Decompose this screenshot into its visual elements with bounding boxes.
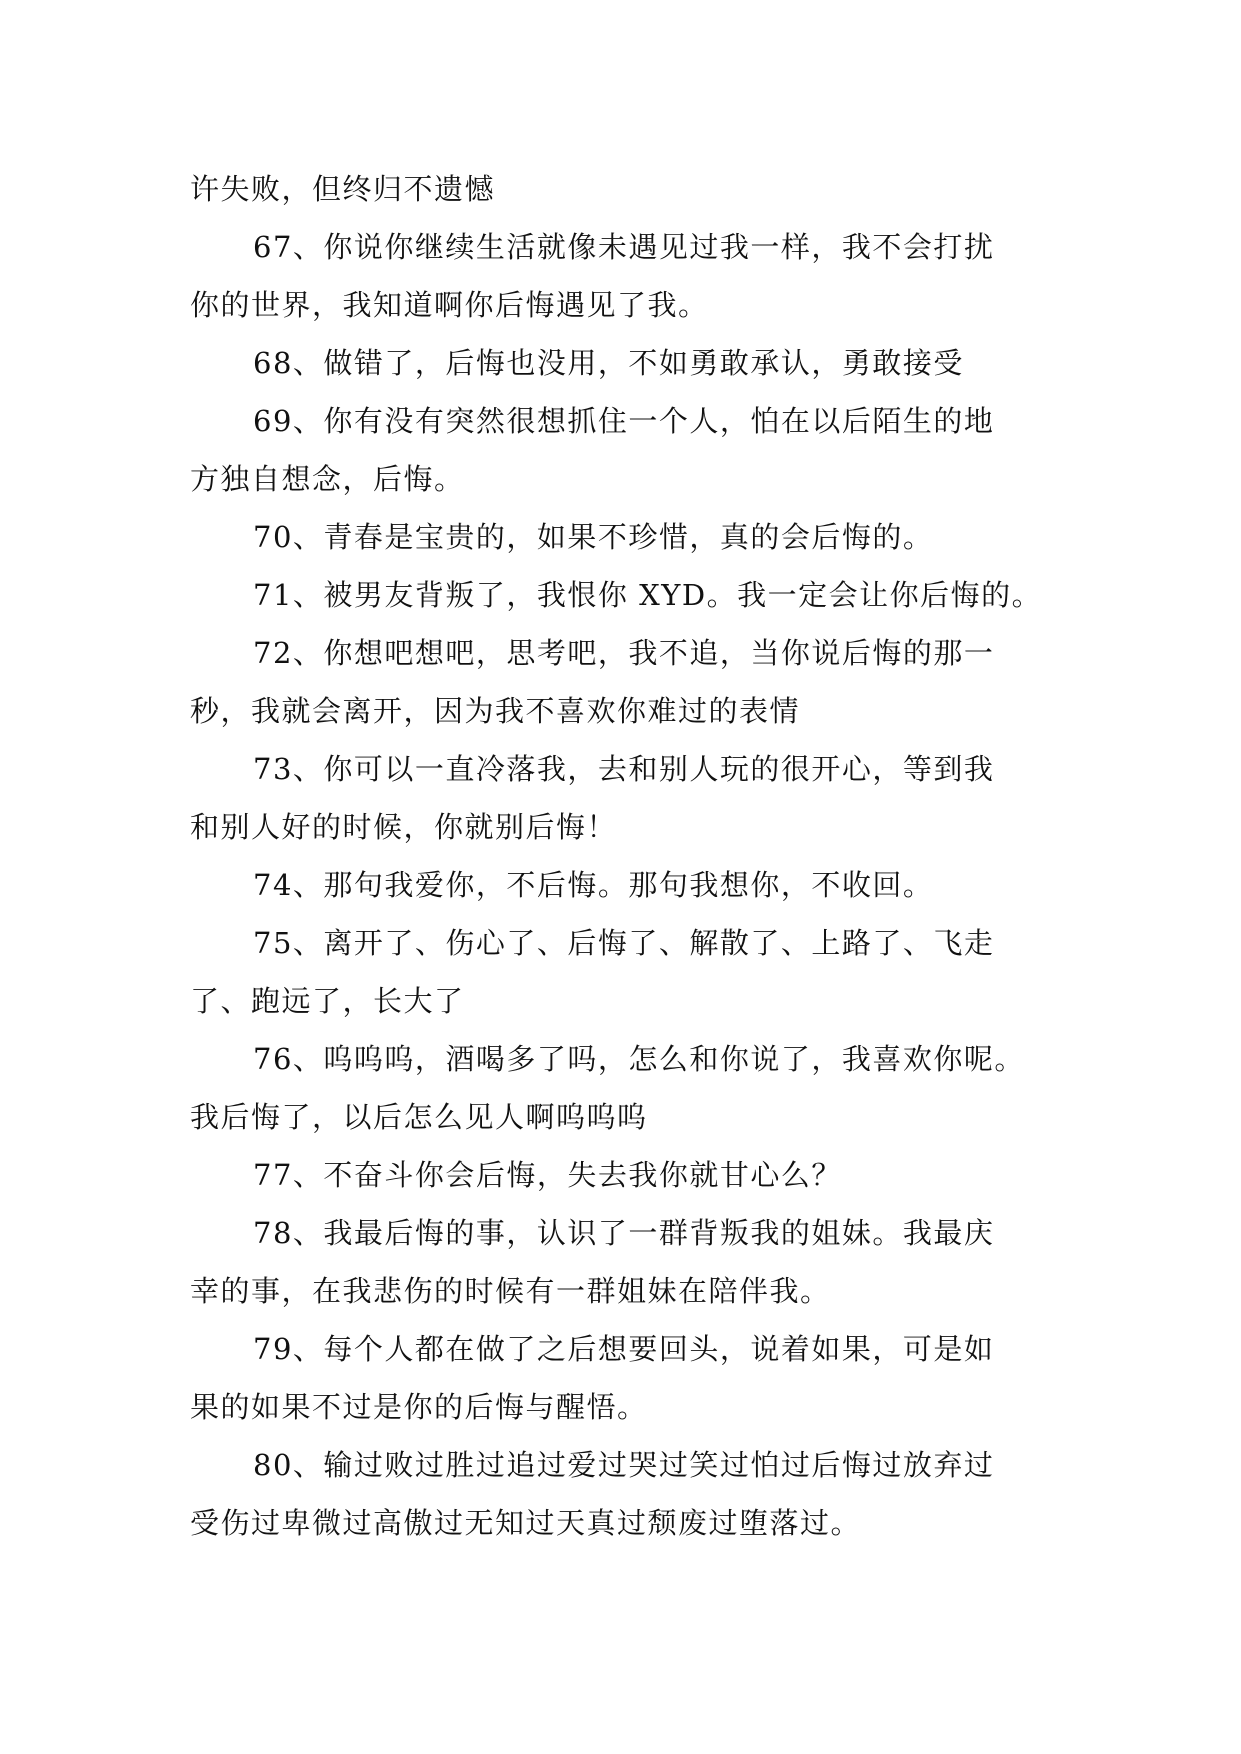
text-line: 73、你可以一直冷落我，去和别人玩的很开心，等到我	[253, 752, 995, 786]
text-line: 方独自想念，后悔。	[190, 462, 465, 496]
text-line: 幸的事，在我悲伤的时候有一群姐妹在陪伴我。	[190, 1274, 831, 1308]
text-line: 76、呜呜呜，酒喝多了吗，怎么和你说了，我喜欢你呢。	[253, 1042, 1025, 1076]
text-line: 秒，我就会离开，因为我不喜欢你难过的表情	[190, 694, 801, 728]
text-line: 许失败，但终归不遗憾	[190, 172, 496, 206]
text-line: 71、被男友背叛了，我恨你 XYD。我一定会让你后悔的。	[253, 578, 1043, 612]
text-line: 80、输过败过胜过追过爱过哭过笑过怕过后悔过放弃过	[253, 1448, 995, 1482]
text-line: 78、我最后悔的事，认识了一群背叛我的姐妹。我最庆	[253, 1216, 995, 1250]
text-line: 68、做错了，后悔也没用，不如勇敢承认，勇敢接受	[253, 346, 964, 380]
text-line: 72、你想吧想吧，思考吧，我不追，当你说后悔的那一	[253, 636, 995, 670]
text-line: 和别人好的时候，你就别后悔！	[190, 810, 618, 844]
text-line: 79、每个人都在做了之后想要回头，说着如果，可是如	[253, 1332, 995, 1366]
text-line: 69、你有没有突然很想抓住一个人，怕在以后陌生的地	[253, 404, 995, 438]
text-line: 67、你说你继续生活就像未遇见过我一样，我不会打扰	[253, 230, 995, 264]
text-line: 受伤过卑微过高傲过无知过天真过颓废过堕落过。	[190, 1506, 862, 1540]
text-line: 74、那句我爱你，不后悔。那句我想你，不收回。	[253, 868, 934, 902]
text-line: 70、青春是宝贵的，如果不珍惜，真的会后悔的。	[253, 520, 934, 554]
document-page	[190, 160, 1060, 1552]
text-line: 了、跑远了，长大了	[190, 984, 465, 1018]
text-line: 77、不奋斗你会后悔，失去我你就甘心么？	[253, 1158, 842, 1192]
text-line: 我后悔了，以后怎么见人啊呜呜呜	[190, 1100, 648, 1134]
text-line: 你的世界，我知道啊你后悔遇见了我。	[190, 288, 709, 322]
text-line: 果的如果不过是你的后悔与醒悟。	[190, 1390, 648, 1424]
text-line: 75、离开了、伤心了、后悔了、解散了、上路了、飞走	[253, 926, 995, 960]
